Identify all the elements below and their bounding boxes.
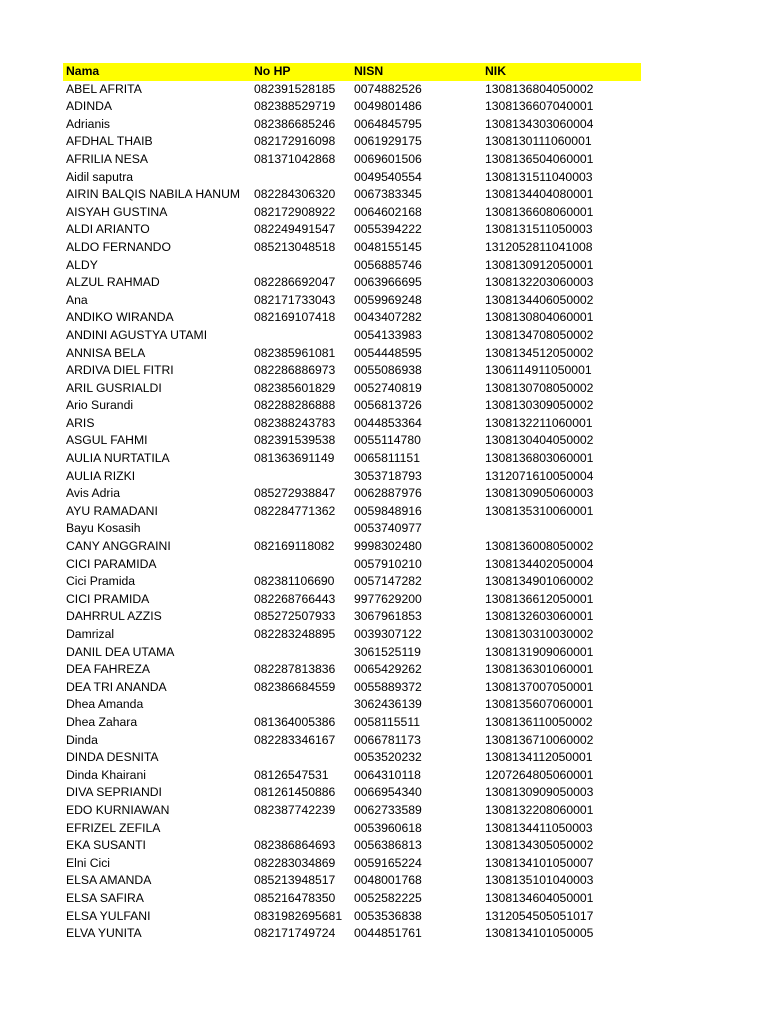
nisn-cell[interactable]: 0053536838 — [354, 908, 422, 923]
nik-cell[interactable]: 1308136607040001 — [485, 99, 594, 114]
nik-cell[interactable]: 1308132211060001 — [485, 415, 593, 430]
nama-cell[interactable]: ANNISA BELA — [66, 345, 146, 360]
nama-cell[interactable]: Elni Cici — [66, 855, 111, 870]
no-hp-cell[interactable]: 082268766443 — [254, 591, 336, 606]
table-row — [63, 872, 641, 890]
nama-cell[interactable]: EDO KURNIAWAN — [66, 802, 170, 817]
no-hp-cell[interactable] — [251, 468, 351, 486]
no-hp-cell[interactable]: 081363691149 — [254, 451, 335, 466]
no-hp-cell[interactable]: 081371042868 — [254, 151, 336, 166]
table-row — [63, 696, 641, 714]
nisn-cell[interactable]: 0066781173 — [354, 732, 421, 747]
nik-cell[interactable] — [482, 520, 641, 538]
nisn-cell[interactable]: 0055394222 — [354, 222, 422, 237]
no-hp-cell[interactable]: 082388529719 — [254, 99, 336, 114]
no-hp-cell[interactable]: 085213048518 — [254, 239, 336, 254]
table-row — [63, 274, 641, 292]
table-row — [63, 116, 641, 134]
no-hp-cell[interactable]: 082283248895 — [254, 627, 336, 641]
nisn-cell[interactable]: 0059165224 — [354, 855, 422, 870]
nik-cell[interactable]: 1308135101040003 — [485, 873, 594, 888]
nik-cell[interactable]: 1308136504060001 — [485, 151, 594, 166]
table-row — [63, 239, 641, 257]
table-row — [63, 820, 641, 838]
nisn-cell[interactable]: 0059969248 — [354, 292, 422, 307]
no-hp-cell[interactable] — [251, 327, 351, 345]
nik-cell[interactable]: 1308134303060004 — [485, 116, 594, 131]
table-row — [63, 925, 641, 943]
table-row — [63, 432, 641, 450]
nama-cell[interactable]: CICI PARAMIDA — [66, 556, 157, 571]
no-hp-cell[interactable]: 085272938847 — [254, 486, 336, 501]
no-hp-cell[interactable]: 082386864693 — [254, 838, 336, 853]
nisn-cell[interactable]: 3053718793 — [354, 468, 422, 483]
no-hp-cell[interactable] — [251, 520, 351, 538]
nama-cell[interactable]: ARDIVA DIEL FITRI — [66, 363, 174, 378]
table-row — [63, 468, 641, 486]
table-row — [63, 485, 641, 503]
nisn-cell[interactable]: 0065811151 — [354, 451, 420, 466]
nik-cell[interactable]: 1308131511040003 — [485, 169, 593, 184]
nik-cell[interactable]: 1308130804060001 — [485, 310, 594, 325]
nisn-cell[interactable]: 0066954340 — [354, 785, 422, 800]
nama-cell[interactable]: Dhea Zahara — [66, 714, 138, 729]
nama-cell[interactable]: ELSA AMANDA — [66, 873, 152, 888]
nik-cell[interactable]: 1308130905060003 — [485, 486, 594, 501]
nisn-cell[interactable]: 0056885746 — [354, 257, 422, 272]
table-row — [63, 890, 641, 908]
no-hp-cell[interactable]: 082283346167 — [254, 732, 336, 747]
nama-cell[interactable]: ALDY — [66, 257, 98, 272]
nisn-cell[interactable]: 0044853364 — [354, 415, 422, 430]
nisn-cell[interactable]: 0055086938 — [354, 363, 422, 378]
no-hp-cell[interactable]: 082288286888 — [254, 398, 336, 413]
table-row — [63, 415, 641, 433]
header-no-hp[interactable]: No HP — [254, 64, 291, 78]
nama-cell[interactable]: Adrianis — [66, 116, 111, 131]
nik-cell[interactable]: 1308136803060001 — [485, 451, 594, 466]
nama-cell[interactable]: Cici Pramida — [66, 574, 136, 589]
nisn-cell[interactable]: 0053740977 — [354, 521, 422, 536]
no-hp-cell[interactable]: 082386685246 — [254, 116, 336, 131]
nik-cell[interactable]: 1308134512050002 — [485, 345, 594, 360]
nama-cell[interactable]: DAHRRUL AZZIS — [66, 609, 162, 624]
nama-cell[interactable]: CICI PRAMIDA — [66, 591, 150, 606]
no-hp-cell[interactable]: 085213948517 — [254, 873, 336, 888]
table-row — [63, 169, 641, 187]
nisn-cell[interactable]: 0052740819 — [354, 380, 422, 395]
nama-cell[interactable]: ARIL GUSRIALDI — [66, 380, 162, 395]
nik-cell[interactable]: 1312052811041008 — [485, 239, 593, 254]
nama-cell[interactable]: ALDO FERNANDO — [66, 239, 171, 254]
nik-cell[interactable]: 1308134404080001 — [485, 187, 594, 202]
nisn-cell[interactable]: 3062436139 — [354, 697, 422, 712]
nik-cell[interactable]: 1308134101050007 — [485, 855, 594, 870]
no-hp-cell[interactable]: 082283034869 — [254, 855, 336, 870]
nik-cell[interactable]: 1308130404050002 — [485, 433, 594, 448]
table-row — [63, 133, 641, 151]
spreadsheet — [63, 63, 641, 943]
table-row — [63, 802, 641, 820]
table-row — [63, 908, 641, 926]
no-hp-cell[interactable] — [251, 644, 351, 662]
no-hp-cell[interactable]: 082391528185 — [254, 81, 336, 96]
nik-cell[interactable]: 1308134708050002 — [485, 327, 594, 342]
nisn-cell[interactable]: 0056813726 — [354, 398, 422, 413]
table-row — [63, 309, 641, 327]
table-row — [63, 204, 641, 222]
nama-cell[interactable]: ALZUL RAHMAD — [66, 275, 160, 290]
nama-cell[interactable]: AYU RAMADANI — [66, 503, 158, 518]
nik-cell[interactable]: 1308130912050001 — [485, 257, 594, 272]
table-row — [63, 855, 641, 873]
nisn-cell[interactable]: 0069601506 — [354, 151, 422, 166]
no-hp-cell[interactable] — [251, 820, 351, 838]
nama-cell[interactable]: Ario Surandi — [66, 398, 134, 413]
nama-cell[interactable]: AULIA RIZKI — [66, 468, 136, 483]
nisn-cell[interactable]: 0065429262 — [354, 662, 422, 677]
no-hp-cell[interactable]: 082387742239 — [254, 802, 336, 817]
nik-cell[interactable]: 1312071610050004 — [485, 468, 594, 483]
nik-cell[interactable]: 1308135607060001 — [485, 697, 594, 712]
nisn-cell[interactable]: 0055114780 — [354, 433, 421, 448]
header-nama[interactable]: Nama — [66, 64, 100, 78]
nama-cell[interactable]: AFDHAL THAIB — [66, 134, 153, 149]
table-row — [63, 186, 641, 204]
nisn-cell[interactable]: 0064845795 — [354, 116, 422, 131]
nisn-cell[interactable]: 0059848916 — [354, 503, 422, 518]
no-hp-cell[interactable]: 082171733043 — [254, 292, 336, 307]
nik-cell[interactable]: 1308136710060002 — [485, 732, 594, 747]
nama-cell[interactable]: Avis Adria — [66, 486, 120, 501]
nama-cell[interactable]: ANDIKO WIRANDA — [66, 310, 174, 325]
nik-cell[interactable]: 1308130708050002 — [485, 380, 594, 395]
no-hp-cell[interactable] — [251, 257, 351, 275]
nama-cell[interactable]: DEA FAHREZA — [66, 662, 150, 677]
no-hp-cell[interactable]: 08126547531 — [254, 767, 329, 782]
no-hp-cell[interactable]: 082169107418 — [254, 310, 336, 325]
table-row — [63, 257, 641, 275]
no-hp-cell[interactable]: 085272507933 — [254, 609, 336, 624]
nisn-cell[interactable]: 0053960618 — [354, 820, 422, 835]
table-row — [63, 81, 641, 99]
nama-cell[interactable]: ALDI ARIANTO — [66, 222, 150, 237]
nisn-cell[interactable]: 0063966695 — [354, 275, 422, 290]
nama-cell[interactable]: ADINDA — [66, 99, 113, 114]
no-hp-cell[interactable]: 082284306320 — [254, 187, 336, 202]
table-row — [63, 345, 641, 363]
nisn-cell[interactable]: 0074882526 — [354, 81, 422, 96]
nik-cell[interactable]: 1308132203060003 — [485, 275, 594, 290]
no-hp-cell[interactable]: 082286886973 — [254, 363, 336, 378]
nisn-cell[interactable]: 0043407282 — [354, 310, 422, 325]
table-row — [63, 503, 641, 521]
no-hp-cell[interactable]: 082381106690 — [254, 574, 335, 589]
nik-cell[interactable]: 1306114911050001 — [485, 363, 592, 378]
no-hp-cell[interactable]: 081261450886 — [254, 785, 336, 800]
nisn-cell[interactable]: 0062887976 — [354, 486, 422, 501]
table-row — [63, 679, 641, 697]
nama-cell[interactable]: ANDINI AGUSTYA UTAMI — [66, 327, 208, 342]
nama-cell[interactable]: DEA TRI ANANDA — [66, 679, 167, 694]
nama-cell[interactable]: Dinda — [66, 732, 98, 747]
nik-cell[interactable]: 1308136301060001 — [485, 662, 594, 677]
no-hp-cell[interactable]: 082171749724 — [254, 926, 336, 941]
nama-cell[interactable]: Dhea Amanda — [66, 697, 144, 712]
no-hp-cell[interactable]: 081364005386 — [254, 714, 336, 729]
table-row — [63, 538, 641, 556]
no-hp-cell[interactable] — [251, 169, 351, 187]
nik-cell[interactable]: 1308134305050002 — [485, 838, 594, 853]
nik-cell[interactable]: 1308134112050001 — [485, 750, 593, 765]
nisn-cell[interactable]: 0067383345 — [354, 187, 422, 202]
nama-cell[interactable]: CANY ANGGRAINI — [66, 539, 171, 554]
table-row — [63, 556, 641, 574]
no-hp-cell[interactable]: 082172916098 — [254, 134, 336, 149]
nisn-cell[interactable]: 9977629200 — [354, 591, 422, 606]
nama-cell[interactable]: AIRIN BALQIS NABILA HANUM — [66, 187, 241, 202]
no-hp-cell[interactable]: 082249491547 — [254, 222, 336, 237]
table-row — [63, 661, 641, 679]
nisn-cell[interactable]: 3067961853 — [354, 609, 422, 624]
table-row — [63, 644, 641, 662]
table-row — [63, 608, 641, 626]
nik-cell[interactable]: 1308134406050002 — [485, 292, 594, 307]
nik-cell[interactable]: 1308136608060001 — [485, 204, 594, 219]
table-row — [63, 837, 641, 855]
table-row — [63, 380, 641, 398]
nama-cell[interactable]: EFRIZEL ZEFILA — [66, 820, 161, 835]
nik-cell[interactable]: 1308130111060001 — [485, 134, 592, 149]
nik-cell[interactable]: 1308136008050002 — [485, 539, 594, 554]
nisn-cell[interactable]: 3061525119 — [354, 644, 421, 659]
nik-cell[interactable]: 1308130309050002 — [485, 398, 594, 413]
nisn-cell[interactable]: 0053520232 — [354, 750, 422, 765]
nama-cell[interactable]: AISYAH GUSTINA — [66, 204, 168, 219]
nik-cell[interactable]: 1308136110050002 — [485, 714, 593, 729]
nisn-cell[interactable]: 0062733589 — [354, 802, 422, 817]
no-hp-cell[interactable]: 082385601829 — [254, 380, 336, 395]
nama-cell[interactable]: ASGUL FAHMI — [66, 433, 148, 448]
nik-cell[interactable]: 1308134402050004 — [485, 556, 594, 571]
table-row — [63, 292, 641, 310]
no-hp-cell[interactable] — [251, 696, 351, 714]
nik-cell[interactable]: 1308132603060001 — [485, 609, 594, 624]
nama-cell[interactable]: ABEL AFRITA — [66, 81, 142, 96]
table-row — [63, 221, 641, 239]
nama-cell[interactable]: ELVA YUNITA — [66, 926, 142, 941]
table-row — [63, 450, 641, 468]
nama-cell[interactable]: Aidil saputra — [66, 169, 134, 184]
nisn-cell[interactable]: 0061929175 — [354, 134, 422, 149]
table-row — [63, 573, 641, 591]
nisn-cell[interactable]: 0049801486 — [354, 99, 422, 114]
nisn-cell[interactable]: 0048155145 — [354, 239, 422, 254]
nisn-cell[interactable]: 0054133983 — [354, 327, 422, 342]
nama-cell[interactable]: Dinda Khairani — [66, 767, 146, 782]
nama-cell[interactable]: ARIS — [66, 415, 95, 430]
table-row — [63, 749, 641, 767]
nik-cell[interactable]: 1308136612050001 — [485, 591, 594, 606]
nama-cell[interactable]: EKA SUSANTI — [66, 838, 146, 853]
table-row — [63, 591, 641, 609]
no-hp-cell[interactable]: 082172908922 — [254, 204, 336, 219]
no-hp-cell[interactable]: 082284771362 — [254, 503, 336, 518]
table-row — [63, 714, 641, 732]
table-row — [63, 520, 641, 538]
table-row — [63, 98, 641, 116]
nama-cell[interactable]: DANIL DEA UTAMA — [66, 644, 175, 659]
nisn-cell[interactable]: 0044851761 — [354, 926, 422, 941]
no-hp-cell[interactable] — [251, 556, 351, 574]
no-hp-cell[interactable]: 082169118082 — [254, 539, 335, 554]
no-hp-cell[interactable]: 0831982695681 — [254, 908, 343, 923]
nik-cell[interactable]: 1308135310060001 — [485, 503, 594, 518]
nisn-cell[interactable]: 9998302480 — [354, 539, 422, 554]
nik-cell[interactable]: 1308134411050003 — [485, 820, 593, 835]
nik-cell[interactable]: 1308132208060001 — [485, 802, 594, 817]
header-nik[interactable]: NIK — [485, 64, 506, 78]
nik-cell[interactable]: 1308136804050002 — [485, 81, 594, 96]
nik-cell[interactable]: 1207264805060001 — [485, 767, 594, 782]
nisn-cell[interactable]: 0064602168 — [354, 204, 422, 219]
nik-cell[interactable]: 1308137007050001 — [485, 679, 594, 694]
nisn-cell[interactable]: 0055889372 — [354, 679, 422, 694]
nik-cell[interactable]: 1308131909060001 — [485, 644, 594, 659]
nik-cell[interactable]: 1308134901060002 — [485, 574, 594, 589]
nama-cell[interactable]: Bayu Kosasih — [66, 521, 141, 536]
no-hp-cell[interactable]: 082391539538 — [254, 433, 336, 448]
nik-cell[interactable]: 1308134101050005 — [485, 926, 594, 941]
table-row — [63, 784, 641, 802]
nik-cell[interactable]: 1308130909050003 — [485, 785, 594, 800]
table-row — [63, 151, 641, 169]
nisn-cell[interactable]: 0049540554 — [354, 169, 422, 184]
nama-cell[interactable]: AFRILIA NESA — [66, 151, 148, 166]
nik-cell[interactable]: 1308131511050003 — [485, 222, 593, 237]
nisn-cell[interactable]: 0052582225 — [354, 890, 422, 905]
nama-cell[interactable]: DIVA SEPRIANDI — [66, 785, 162, 800]
table-row — [63, 397, 641, 415]
no-hp-cell[interactable]: 082287813836 — [254, 662, 336, 677]
nama-cell[interactable]: Ana — [66, 292, 88, 307]
no-hp-cell[interactable]: 082286692047 — [254, 275, 336, 290]
nik-cell[interactable]: 1308130310030002 — [485, 627, 594, 641]
header-row — [63, 63, 641, 81]
table-row — [63, 327, 641, 345]
nama-cell[interactable]: ELSA YULFANI — [66, 908, 151, 923]
nama-cell[interactable]: DINDA DESNITA — [66, 750, 159, 765]
nama-cell[interactable]: Damrizal — [66, 627, 115, 641]
nik-cell[interactable]: 1308134604050001 — [485, 890, 594, 905]
nisn-cell[interactable]: 0039307122 — [354, 627, 422, 641]
nisn-cell[interactable]: 0058115511 — [354, 714, 420, 729]
no-hp-cell[interactable]: 085216478350 — [254, 890, 336, 905]
nisn-cell[interactable]: 0064310118 — [354, 767, 421, 782]
table-row — [63, 362, 641, 380]
no-hp-cell[interactable]: 082386684559 — [254, 679, 336, 694]
no-hp-cell[interactable]: 082388243783 — [254, 415, 336, 430]
table-row — [63, 767, 641, 785]
no-hp-cell[interactable] — [251, 749, 351, 767]
nisn-cell[interactable]: 0048001768 — [354, 873, 422, 888]
nik-cell[interactable]: 1312054505051017 — [485, 908, 594, 923]
header-nisn[interactable]: NISN — [354, 64, 384, 78]
no-hp-cell[interactable]: 082385961081 — [254, 345, 336, 360]
nisn-cell[interactable]: 0057910210 — [354, 556, 422, 571]
nama-cell[interactable]: ELSA SAFIRA — [66, 890, 144, 905]
nisn-cell[interactable]: 0056386813 — [354, 838, 422, 853]
nisn-cell[interactable]: 0057147282 — [354, 574, 422, 589]
nama-cell[interactable]: AULIA NURTATILA — [66, 451, 170, 466]
table-row — [63, 732, 641, 750]
nisn-cell[interactable]: 0054448595 — [354, 345, 422, 360]
table-row — [63, 626, 641, 644]
table-body — [63, 81, 641, 943]
